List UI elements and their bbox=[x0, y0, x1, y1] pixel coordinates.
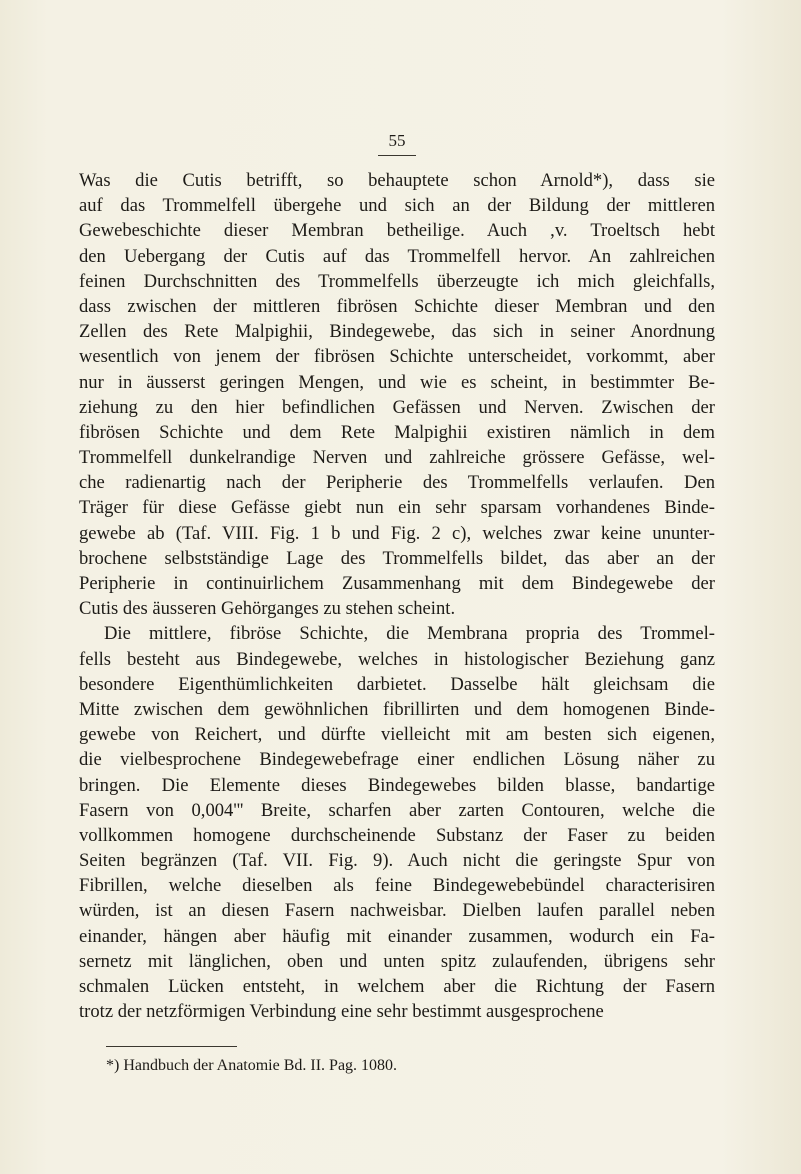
text-line: gewebe von Reichert, und dürfte vielleicht mit am besten sich eigenen, bbox=[79, 724, 715, 746]
text-line: die vielbesprochene Bindegewebefrage einer endlichen Lösung näher zu bbox=[79, 749, 715, 771]
text-line: Trommelfell dunkelrandige Nerven und zahlreiche grössere Gefässe, wel- bbox=[79, 447, 715, 469]
footnote: *) Handbuch der Anatomie Bd. II. Pag. 1080. bbox=[106, 1057, 398, 1074]
text-line: würden, ist an diesen Fasern nachweisbar. Dielben laufen parallel neben bbox=[79, 900, 715, 922]
paragraph bbox=[79, 168, 715, 621]
text-line: Fasern von 0,004''' Breite, scharfen aber zarten Contouren, welche die bbox=[79, 799, 715, 821]
text-line: Cutis des äusseren Gehörganges zu stehen scheint. bbox=[79, 598, 456, 620]
text-line: wesentlich von jenem der fibrösen Schichte unterscheidet, vorkommt, aber bbox=[79, 346, 715, 368]
page-number: 55 bbox=[388, 131, 406, 150]
text-line: schmalen Lücken entsteht, in welchem aber die Richtung der Fasern bbox=[79, 976, 715, 997]
body-text bbox=[79, 168, 715, 1024]
text-line: fells besteht aus Bindegewebe, welches in histologischer Beziehung ganz bbox=[79, 648, 715, 670]
text-line: Fibrillen, welche dieselben als feine Bindegewebebündel characterisiren bbox=[79, 875, 715, 897]
text-line: bringen. Die Elemente dieses Bindegewebes bilden blasse, bandartige bbox=[79, 774, 715, 796]
text-line: fibrösen Schichte und dem Rete Malpighii existiren nämlich in dem bbox=[79, 421, 715, 443]
text-line: Seiten begränzen (Taf. VII. Fig. 9). Auch nicht die geringste Spur von bbox=[79, 850, 715, 872]
text-line: besondere Eigenthümlichkeiten darbietet. Dasselbe hält gleichsam die bbox=[79, 673, 715, 695]
text-line: vollkommen homogene durchscheinende Substanz der Faser zu beiden bbox=[79, 824, 715, 846]
text-line: nur in äusserst geringen Mengen, und wie es scheint, in bestimmter Be- bbox=[79, 371, 715, 393]
footnote-divider bbox=[106, 1046, 237, 1047]
text-line: den Uebergang der Cutis auf das Trommelfell hervor. An zahlreichen bbox=[79, 245, 715, 267]
text-line: feinen Durchschnitten des Trommelfells überzeugte ich mich gleichfalls, bbox=[79, 270, 715, 292]
text-line: Träger für diese Gefässe giebt nun ein sehr sparsam vorhandenes Binde- bbox=[79, 497, 715, 519]
text-line: Peripherie in continuirlichem Zusammenhang mit dem Bindegewebe der bbox=[79, 573, 715, 594]
text-line: trotz der netzförmigen Verbindung eine sehr bestimmt ausgesprochene bbox=[79, 1001, 604, 1023]
text-line: gewebe ab (Taf. VIII. Fig. 1 b und Fig. 2 c), welches zwar keine ununter- bbox=[79, 522, 715, 544]
text-line: Zellen des Rete Malpighii, Bindegewebe, das sich in seiner Anordnung bbox=[79, 321, 715, 343]
paragraph bbox=[79, 621, 715, 1024]
text-line: sernetz mit länglichen, oben und unten spitz zulaufenden, übrigens sehr bbox=[79, 950, 715, 972]
text-line: ziehung zu den hier befindlichen Gefässen und Nerven. Zwischen der bbox=[79, 396, 715, 418]
page-number-rule bbox=[378, 155, 416, 156]
text-line: Was die Cutis betrifft, so behauptete schon Arnold*), dass sie bbox=[79, 170, 715, 191]
text-line: auf das Trommelfell übergehe und sich an der Bildung der mittleren bbox=[79, 195, 715, 217]
text-line: Mitte zwischen dem gewöhnlichen fibrillirten und dem homogenen Binde- bbox=[79, 698, 715, 720]
text-line: dass zwischen der mittleren fibrösen Schichte dieser Membran und den bbox=[79, 295, 715, 317]
text-line: einander, hängen aber häufig mit einander zusammen, wodurch ein Fa- bbox=[79, 925, 715, 947]
text-line: Gewebeschichte dieser Membran betheilige. Auch ,v. Troeltsch hebt bbox=[79, 220, 715, 242]
text-line: Die mittlere, fibröse Schichte, die Membrana propria des Trommel- bbox=[104, 623, 715, 645]
text-line: che radienartig nach der Peripherie des Trommelfells verlaufen. Den bbox=[79, 472, 715, 494]
text-line: brochene selbstständige Lage des Trommelfells bildet, das aber an der bbox=[79, 547, 715, 569]
